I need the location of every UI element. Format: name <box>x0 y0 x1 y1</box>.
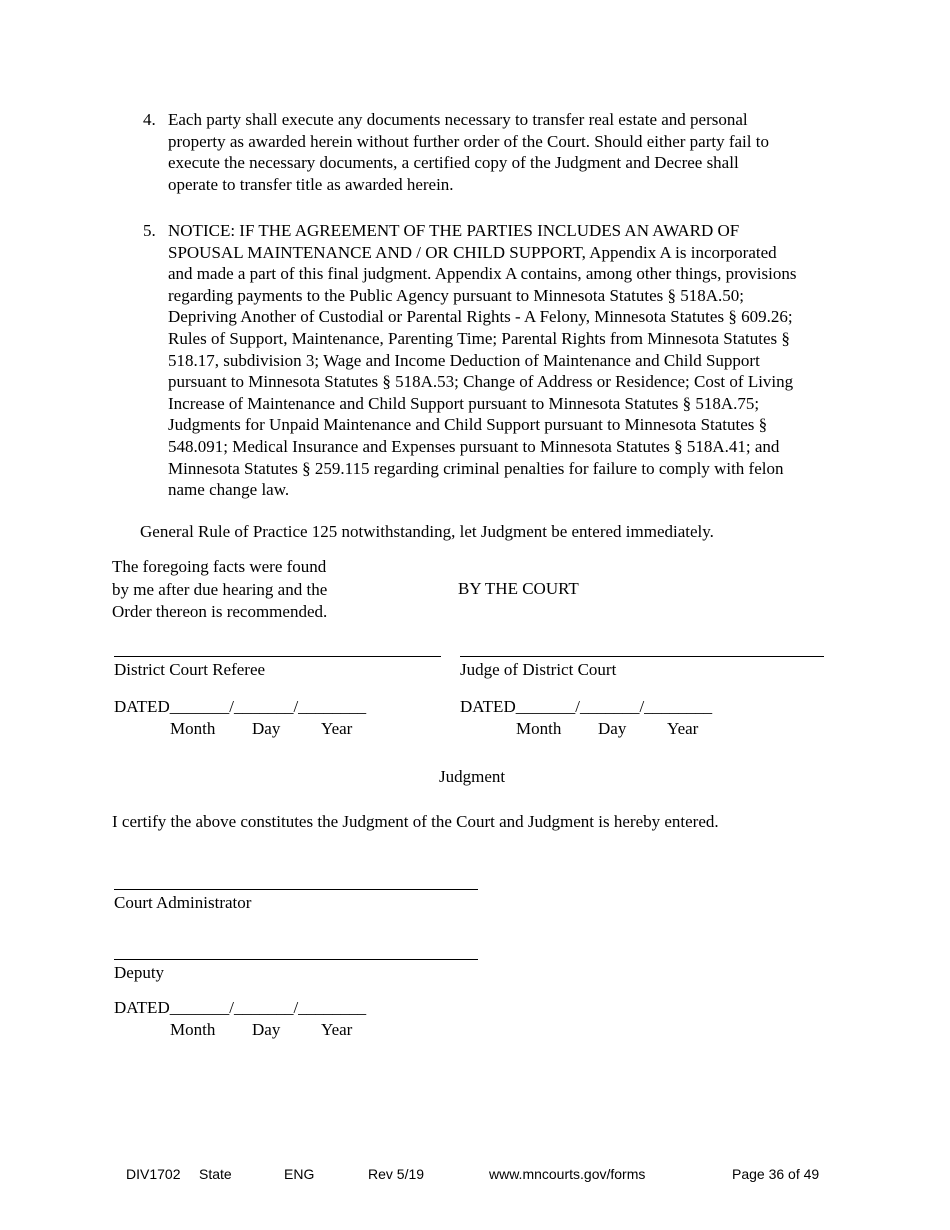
text-line: and made a part of this final judgment. Appendix A contains, among other things, provisions <box>168 264 797 284</box>
judge-label: Judge of District Court <box>460 660 617 679</box>
court-admin-label: Court Administrator <box>114 893 252 912</box>
date-day-label: Day <box>598 719 627 738</box>
text-line: Depriving Another of Custodial or Parental Rights - A Felony, Minnesota Statutes § 609.26; <box>168 307 793 327</box>
date-year-label: Year <box>321 1020 353 1039</box>
text-line: Judgments for Unpaid Maintenance and Child Support pursuant to Minnesota Statutes § <box>168 415 768 435</box>
certify-text: I certify the above constitutes the Judgment of the Court and Judgment is hereby entered. <box>112 812 719 831</box>
referee-dated-line[interactable]: DATED_______/_______/________ <box>114 697 367 716</box>
text-line: Increase of Maintenance and Child Support pursuant to Minnesota Statutes § 518A.75; <box>168 393 760 413</box>
referee-note-line: The foregoing facts were found <box>112 557 327 576</box>
admin-dated-line[interactable]: DATED_______/_______/________ <box>114 998 367 1017</box>
text-line: 518.17, subdivision 3; Wage and Income Deduction of Maintenance and Child Support <box>168 350 760 370</box>
text-line: regarding payments to the Public Agency pursuant to Minnesota Statutes § 518A.50; <box>168 285 745 305</box>
footer-form-id: DIV1702 <box>126 1166 181 1182</box>
judge-dated-line[interactable]: DATED_______/_______/________ <box>460 697 713 716</box>
date-month-label: Month <box>170 719 216 738</box>
date-day-label: Day <box>252 1020 281 1039</box>
judgment-heading: Judgment <box>439 767 506 786</box>
item-number: 4. <box>143 110 156 129</box>
item-text <box>168 109 840 195</box>
by-the-court: BY THE COURT <box>458 579 579 598</box>
text-line: operate to transfer title as awarded herein. <box>168 174 454 194</box>
judge-signature-line[interactable] <box>460 656 824 657</box>
deputy-label: Deputy <box>114 963 165 982</box>
footer-lang: ENG <box>284 1166 315 1182</box>
footer-state: State <box>199 1166 232 1182</box>
date-year-label: Year <box>321 719 353 738</box>
court-admin-signature-line[interactable] <box>114 889 478 890</box>
text-line: pursuant to Minnesota Statutes § 518A.53; Change of Address or Residence; Cost of Living <box>168 372 794 392</box>
date-year-label: Year <box>667 719 699 738</box>
footer-page: Page 36 of 49 <box>732 1166 820 1182</box>
text-line: Rules of Support, Maintenance, Parenting Time; Parental Rights from Minnesota Statutes § <box>168 328 790 348</box>
date-day-label: Day <box>252 719 281 738</box>
date-month-label: Month <box>170 1020 216 1039</box>
text-line: Minnesota Statutes § 259.115 regarding criminal penalties for failure to comply with felon <box>168 458 784 478</box>
referee-note-line: by me after due hearing and the <box>112 579 328 599</box>
general-rule-text: General Rule of Practice 125 notwithstanding, let Judgment be entered immediately. <box>140 522 714 541</box>
text-line: NOTICE: IF THE AGREEMENT OF THE PARTIES INCLUDES AN AWARD OF <box>168 221 740 240</box>
text-line: SPOUSAL MAINTENANCE AND / OR CHILD SUPPORT, Appendix A is incorporated <box>168 242 777 262</box>
item-text <box>168 220 840 501</box>
item-number: 5. <box>143 221 156 240</box>
referee-label: District Court Referee <box>114 660 266 679</box>
date-month-label: Month <box>516 719 562 738</box>
text-line: 548.091; Medical Insurance and Expenses pursuant to Minnesota Statutes § 518A.41; and <box>168 436 780 456</box>
footer-url[interactable]: www.mncourts.gov/forms <box>489 1166 646 1182</box>
referee-signature-line[interactable] <box>114 656 441 657</box>
footer-rev: Rev 5/19 <box>368 1166 425 1182</box>
deputy-signature-line[interactable] <box>114 959 478 960</box>
text-line: Each party shall execute any documents necessary to transfer real estate and personal <box>168 110 748 129</box>
text-line: name change law. <box>168 480 290 500</box>
referee-note-line: Order thereon is recommended. <box>112 602 328 621</box>
referee-note <box>112 556 327 624</box>
text-line: property as awarded herein without further order of the Court. Should either party fail to <box>168 131 769 151</box>
text-line: execute the necessary documents, a certified copy of the Judgment and Decree shall <box>168 153 739 173</box>
